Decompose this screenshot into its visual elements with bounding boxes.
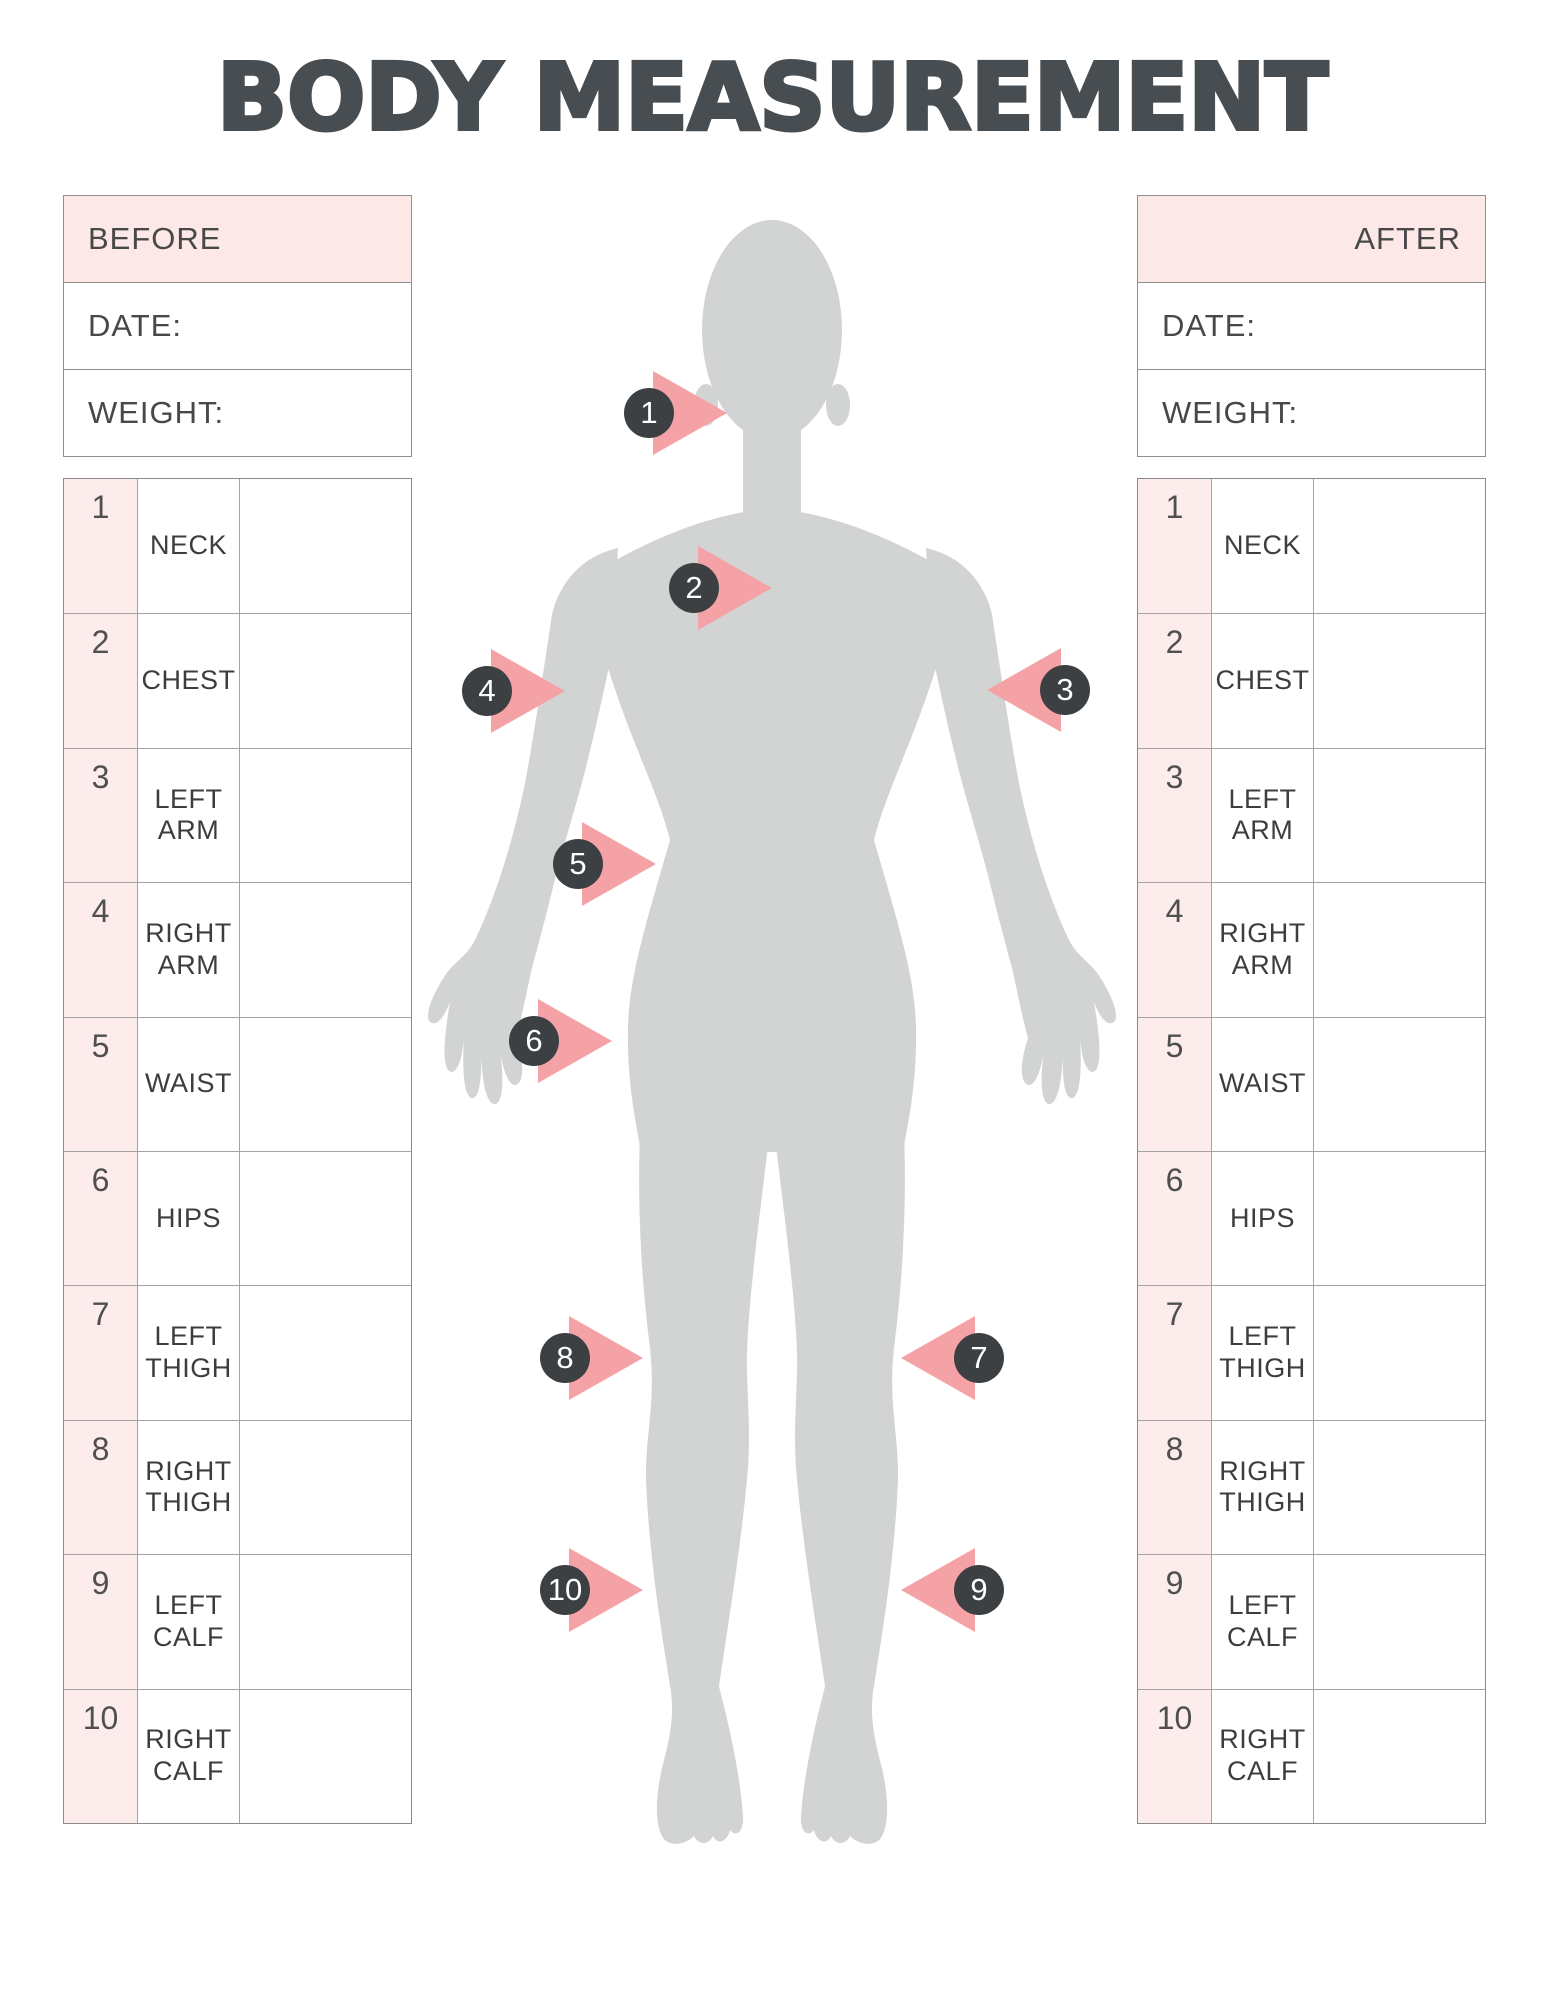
row-number: 4: [1138, 883, 1212, 1016]
row-number: 6: [1138, 1152, 1212, 1285]
table-row: [1138, 1420, 1485, 1554]
table-row: [64, 1689, 411, 1823]
panel-before-weight-row: [63, 370, 412, 457]
row-number: 2: [64, 614, 138, 747]
row-label: RIGHT ARM: [138, 883, 240, 1016]
marker-5-number: 5: [553, 839, 603, 889]
row-value-cell: [240, 479, 411, 613]
row-value-cell: [240, 1286, 411, 1419]
row-value-cell: [1314, 1421, 1485, 1554]
table-row: [1138, 479, 1485, 613]
marker-1-number: 1: [624, 388, 674, 438]
weight-label: WEIGHT:: [88, 395, 225, 430]
date-label: DATE:: [88, 308, 182, 343]
row-label: RIGHT ARM: [1212, 883, 1314, 1016]
row-number: 10: [64, 1690, 138, 1823]
row-value-cell: [1314, 1152, 1485, 1285]
panel-after-header-label: AFTER: [1354, 221, 1461, 256]
row-value-cell: [1314, 614, 1485, 747]
row-number: 5: [1138, 1018, 1212, 1151]
row-label: RIGHT THIGH: [138, 1421, 240, 1554]
marker-9-number: 9: [954, 1565, 1004, 1615]
row-label: LEFT ARM: [1212, 749, 1314, 882]
row-number: 10: [1138, 1690, 1212, 1823]
row-label: WAIST: [138, 1018, 240, 1151]
row-value-cell: [1314, 749, 1485, 882]
table-row: [1138, 1689, 1485, 1823]
marker-10-number: 10: [540, 1565, 590, 1615]
row-number: 8: [64, 1421, 138, 1554]
row-value-cell: [240, 1018, 411, 1151]
row-value-cell: [240, 749, 411, 882]
row-number: 3: [1138, 749, 1212, 882]
table-row: [64, 479, 411, 613]
table-row: [64, 1420, 411, 1554]
measurement-table-before: [63, 478, 412, 1824]
row-label: NECK: [1212, 479, 1314, 613]
page-title: BODY MEASUREMENT: [216, 44, 1329, 151]
table-row: [64, 1285, 411, 1419]
row-value-cell: [1314, 1690, 1485, 1823]
row-label: HIPS: [1212, 1152, 1314, 1285]
row-value-cell: [240, 883, 411, 1016]
row-label: RIGHT CALF: [1212, 1690, 1314, 1823]
row-label: LEFT CALF: [1212, 1555, 1314, 1688]
row-number: 3: [64, 749, 138, 882]
panel-before-date-row: [63, 283, 412, 370]
row-number: 9: [1138, 1555, 1212, 1688]
measurement-table-after: [1137, 478, 1486, 1824]
table-row: [64, 882, 411, 1016]
row-value-cell: [1314, 479, 1485, 613]
row-number: 7: [64, 1286, 138, 1419]
row-value-cell: [1314, 883, 1485, 1016]
row-value-cell: [1314, 1286, 1485, 1419]
table-row: [64, 1151, 411, 1285]
panel-after-date-row: [1137, 283, 1486, 370]
row-number: 1: [1138, 479, 1212, 613]
table-row: [64, 613, 411, 747]
panel-before-header-label: BEFORE: [88, 221, 222, 256]
row-label: RIGHT THIGH: [1212, 1421, 1314, 1554]
table-row: [1138, 882, 1485, 1016]
row-number: 6: [64, 1152, 138, 1285]
table-row: [1138, 613, 1485, 747]
row-number: 7: [1138, 1286, 1212, 1419]
row-value-cell: [240, 1690, 411, 1823]
table-row: [64, 1554, 411, 1688]
row-value-cell: [1314, 1555, 1485, 1688]
row-value-cell: [240, 614, 411, 747]
row-number: 9: [64, 1555, 138, 1688]
row-number: 2: [1138, 614, 1212, 747]
row-number: 4: [64, 883, 138, 1016]
row-value-cell: [240, 1555, 411, 1688]
row-label: CHEST: [1212, 614, 1314, 747]
row-label: LEFT THIGH: [1212, 1286, 1314, 1419]
row-label: WAIST: [1212, 1018, 1314, 1151]
row-number: 5: [64, 1018, 138, 1151]
panel-before-header: [63, 195, 412, 283]
row-number: 1: [64, 479, 138, 613]
row-label: HIPS: [138, 1152, 240, 1285]
row-value-cell: [240, 1152, 411, 1285]
row-label: RIGHT CALF: [138, 1690, 240, 1823]
marker-3-number: 3: [1040, 665, 1090, 715]
marker-4-number: 4: [462, 666, 512, 716]
table-row: [1138, 1151, 1485, 1285]
marker-2-number: 2: [669, 563, 719, 613]
row-label: LEFT CALF: [138, 1555, 240, 1688]
row-value-cell: [240, 1421, 411, 1554]
panel-after: [1137, 195, 1486, 457]
date-label: DATE:: [1162, 308, 1256, 343]
marker-8-number: 8: [540, 1333, 590, 1383]
panel-before: [63, 195, 412, 457]
row-label: LEFT THIGH: [138, 1286, 240, 1419]
weight-label: WEIGHT:: [1162, 395, 1299, 430]
panel-after-header: [1137, 195, 1486, 283]
panel-after-weight-row: [1137, 370, 1486, 457]
row-number: 8: [1138, 1421, 1212, 1554]
table-row: [1138, 1554, 1485, 1688]
table-row: [64, 748, 411, 882]
table-row: [1138, 1285, 1485, 1419]
row-value-cell: [1314, 1018, 1485, 1151]
marker-7-number: 7: [954, 1333, 1004, 1383]
marker-6-number: 6: [509, 1016, 559, 1066]
table-row: [1138, 748, 1485, 882]
row-label: CHEST: [138, 614, 240, 747]
table-row: [1138, 1017, 1485, 1151]
row-label: LEFT ARM: [138, 749, 240, 882]
row-label: NECK: [138, 479, 240, 613]
table-row: [64, 1017, 411, 1151]
